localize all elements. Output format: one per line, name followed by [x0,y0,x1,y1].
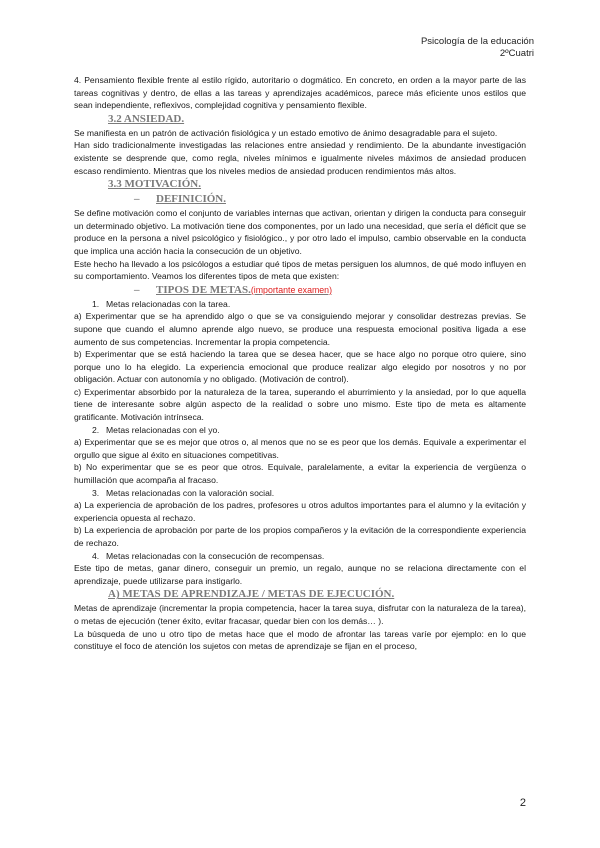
paragraph-learning-goals: Metas de aprendizaje (incrementar la propia competencia, hacer la tarea suya, disfrutar con la naturaleza de la tarea), o metas de ejecución (tener éxito, evitar fracasar, quedar bien con los demás… ). [74,603,526,626]
list-number: 2. [92,424,100,435]
list-item-social-goals [74,487,526,500]
paragraph-goal-search: La búsqueda de uno u otro tipo de metas hace que el modo de afrontar las tareas varíe por ejemplo: en lo que constituye el foco de atención los sujetos con metas de aprendizaje se fijan en el proceso, [74,628,526,652]
paragraph-goal-types-intro: Este hecho ha llevado a los psicólogos a estudiar qué tipos de metas persiguen los alumnos, de qué modo influyen en su comportamiento. Veamos los diferentes tipos de meta que existen: [74,258,526,282]
heading-learning-vs-performance-goals: A) METAS DE APRENDIZAJE / METAS DE EJECUCIÓN. [108,588,395,601]
paragraph-task-goal-a: a) Experimentar que se ha aprendido algo o que se va consiguiendo mejorar y consolidar destrezas previas. Se supone que cuando el alumno aprende algo nuevo, se produce una respuesta emocional positiva ligada a ese aumento de sus competencias. Incrementar la propia competencia. [74,311,526,347]
paragraph-anxiety-performance: Han sido tradicionalmente investigadas las relaciones entre ansiedad y rendimiento. De la abundante investigación existente se desprende que, como regla, niveles mínimos e igualmente niveles máximos de ansiedad producen escaso rendimiento. Mientras que los niveles medios de ansiedad producen rendimientos más altos. [74,140,526,176]
header-term: 2ºCuatri [499,48,534,59]
list-item-task-goals [74,298,526,311]
paragraph-task-goal-c: c) Experimentar absorbido por la naturaleza de la tarea, superando el aburrimiento y la ansiedad, por lo que aquella tiene de interesante sobre algún aspecto de la realidad o sobre uno mismo. Este tipo de meta es altamente gratificante. Motivación intrínseca. [74,386,526,423]
heading-goal-types [74,283,526,298]
page-number: 2 [519,797,526,809]
paragraph-social-goal-a: a) La experiencia de aprobación de los padres, profesores u otros adultos importantes para el alumno y la evitación y experiencia opuesta al rechazo. [74,500,526,523]
list-number: 3. [92,487,100,498]
paragraph-self-goal-b: b) No experimentar que se es peor que otros. Equivale, paralelamente, a evitar la experiencia de vergüenza o humillación que acompaña al fracaso. [74,462,526,486]
list-item-label: Metas relacionadas con la tarea. [106,298,231,309]
list-item-self-goals [74,424,526,437]
paragraph-anxiety-definition: Se manifiesta en un patrón de activación fisiológica y un estado emotivo de ánimo desagradable para el sujeto. [74,127,498,138]
heading-definition-text: DEFINICIÓN. [156,193,226,206]
list-item-label: Metas relacionadas con la consecución de recompensas. [106,550,325,561]
paragraph-reward-goals: Este tipo de metas, ganar dinero, conseguir un premio, un regalo, aunque no se relaciona directamente con el aprendizaje, puede utilizarse para instigarlo. [74,563,526,586]
paragraph-flexible-thinking: 4. Pensamiento flexible frente al estilo rígido, autoritario o dogmático. En concreto, en orden a la mayor parte de las tareas cognitivas y dentro, de ellas a las tareas y aprendizajes académicos, parece más eficiente unos estilos que sean independiente, reflexivos, complejidad cognitiva y pensamiento flexible. [74,75,526,111]
list-number: 4. [92,550,100,561]
heading-dash: – [134,193,140,206]
exam-note: (importante examen) [250,284,333,295]
document-body [74,74,526,653]
heading-dash: – [134,283,140,296]
list-number: 1. [92,298,100,309]
list-item-reward-goals [74,550,526,563]
heading-motivation: 3.3 MOTIVACIÓN. [108,178,202,191]
list-item-label: Metas relacionadas con la valoración social. [106,487,275,498]
page-header [421,36,534,60]
paragraph-task-goal-b: b) Experimentar que se está haciendo la tarea que se desea hacer, que se hace algo no porque otro quiere, sino porque uno lo ha elegido. La experiencia emocional que produce realizar algo elegido por nosotros y no por obligación. Actuar con autonomía y no obligado. (Motivación de control). [74,349,526,385]
header-course: Psicología de la educación [420,36,534,47]
heading-goal-types-text: TIPOS DE METAS. [156,283,251,296]
list-item-label: Metas relacionadas con el yo. [106,424,220,435]
paragraph-social-goal-b: b) La experiencia de aprobación por parte de los propios compañeros y la evitación de la correspondiente experiencia de rechazo. [74,525,526,548]
heading-anxiety: 3.2 ANSIEDAD. [108,112,185,125]
heading-definition [74,192,526,207]
paragraph-self-goal-a: a) Experimentar que se es mejor que otros o, al menos que no se es peor que los demás. Equivale a experimentar el orgullo que sigue al éxito en situaciones competitivas. [74,437,526,460]
paragraph-motivation-definition: Se define motivación como el conjunto de variables internas que activan, orientan y dirigen la conducta para conseguir un determinado objetivo. La motivación tiene dos componentes, por un lado una necesidad, que sería el déficit que se produce en la persona a nivel psicológico y fisiológico., y por otro lado el impulso, cambio observable en la conducta que implica una acción hacia la consecución de un objetivo. [74,208,526,256]
